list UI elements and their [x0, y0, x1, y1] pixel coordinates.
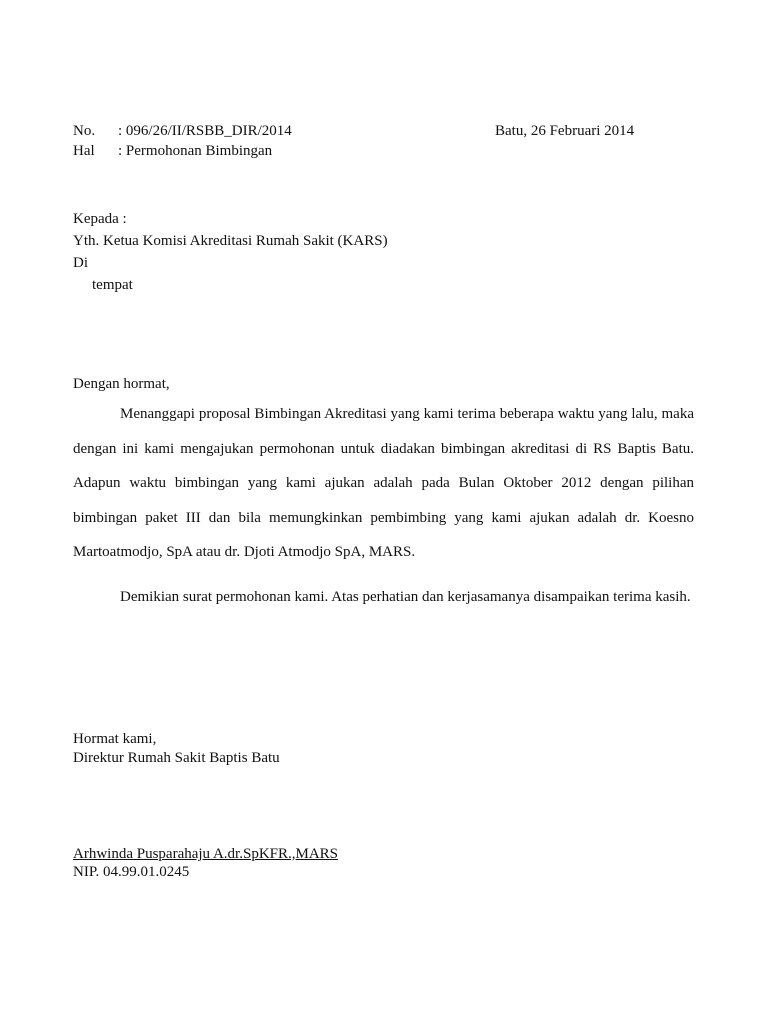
recipient-tempat: tempat [92, 277, 133, 293]
signer-name: Arhwinda Pusparahaju A.dr.SpKFR.,MARS [73, 846, 339, 862]
body-paragraph-1: Menanggapi proposal Bimbingan Akreditasi yang kami terima beberapa waktu yang lalu, maka dengan ini kami mengajukan permohonan untuk diadakan bimbingan akreditasi di RS Baptis Batu. Adapun waktu bimbingan yang kami ajukan adalah pada Bulan Oktober 2012 dengan pilihan bimbingan paket III dan bila memungkinkan pembimbing yang kami ajukan adalah dr. Koesno Martoatmodjo, SpA atau dr. Djoti Atmodjo SpA, MARS. [73, 406, 694, 560]
recipient-di: Di [73, 255, 88, 271]
closing-salutation: Hormat kami, [73, 731, 157, 747]
body-paragraph-2: Demikian surat permohonan kami. Atas perhatian dan kerjasamanya disampaikan terima kasih. [120, 589, 691, 605]
greeting: Dengan hormat, [73, 376, 170, 392]
recipient-kepada: Kepada : [73, 211, 127, 227]
letter-number-value: : 096/26/II/RSBB_DIR/2014 [118, 123, 292, 139]
letter-subject-value: : Permohonan Bimbingan [118, 143, 273, 159]
letter-number-label: No. [73, 123, 96, 139]
letter-subject-label: Hal [73, 143, 95, 159]
signer-title: Direktur Rumah Sakit Baptis Batu [73, 750, 280, 766]
recipient-yth: Yth. Ketua Komisi Akreditasi Rumah Sakit (KARS) [73, 233, 388, 249]
signer-nip: NIP. 04.99.01.0245 [73, 864, 190, 880]
letter-date: Batu, 26 Februari 2014 [495, 123, 635, 139]
